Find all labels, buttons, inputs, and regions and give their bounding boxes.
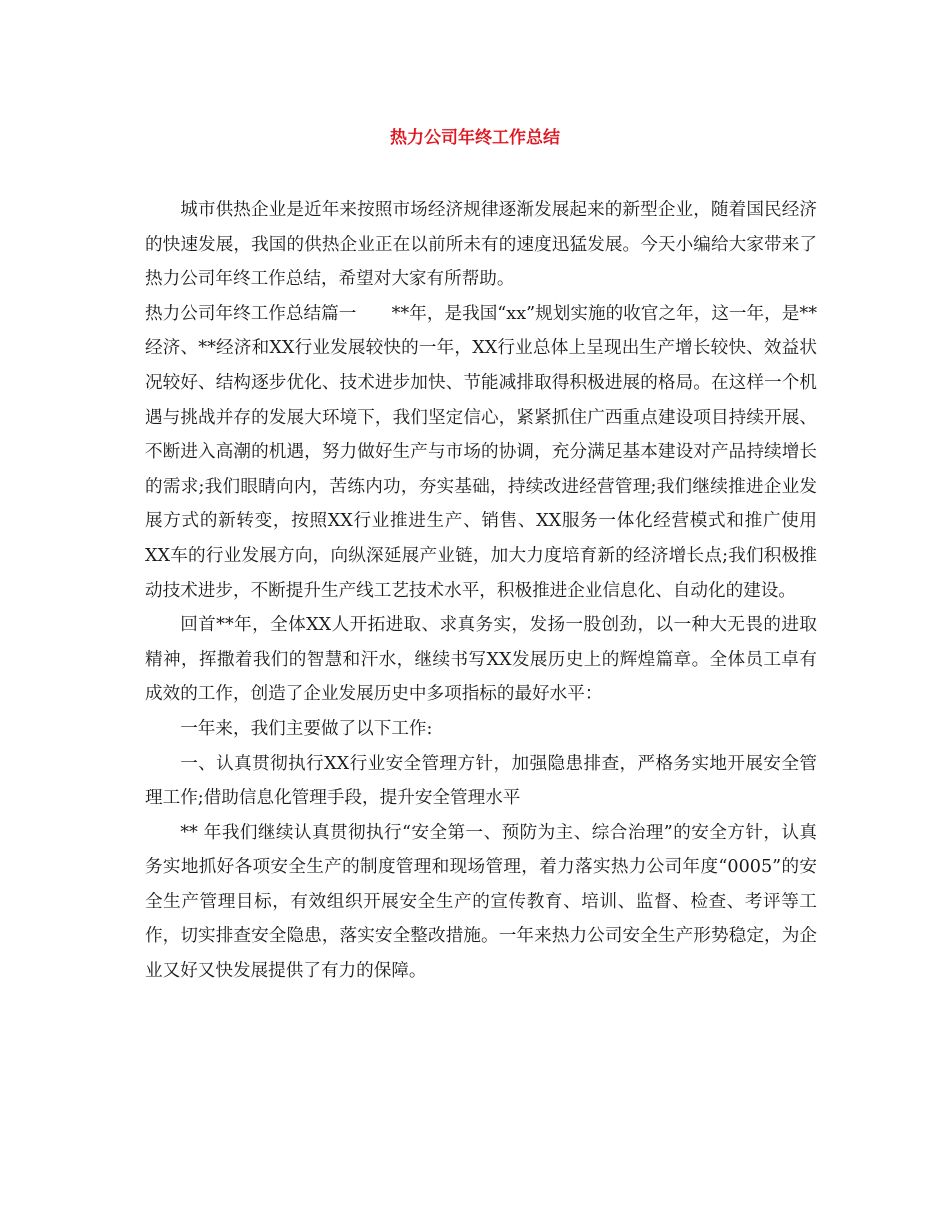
paragraph-review: 回首**年，全体XX人开拓进取、求真务实，发扬一股创劲，以一种大无畏的进取精神，挥撒着我们的智慧和汗水，继续书写XX发展历史上的辉煌篇章。全体员工卓有成效的工作，创造了企业发展历史中多项指标的最好水平： bbox=[145, 615, 817, 705]
paragraph-work-intro: 一年来，我们主要做了以下工作: bbox=[180, 718, 433, 739]
paragraph-section-one: 热力公司年终工作总结篇一 **年，是我国“xx”规划实施的收官之年，这一年，是**经济、**经济和XX行业发展较快的一年，XX行业总体上呈现出生产增长较快、效益状况较好、结构逐步优化、技术进步加快、节能减排取得积极进展的格局。在这样一个机遇与挑战并存的发展大环境下，我们坚定信心，紧紧抓住广西重点建设项目持续开展、不断进入高潮的机遇，努力做好生产与市场的协调，充分满足基本建设对产品持续增长的需求;我们眼睛向内，苦练内功，夯实基础，持续改进经营管理;我们继续推进企业发展方式的新转变，按照XX行业推进生产、销售、XX服务一体化经营模式和推广使用XX车的行业发展方向，向纵深延展产业链，加大力度培育新的经济增长点;我们积极推动技术进步，不断提升生产线工艺技术水平，积极推进企业信息化、自动化的建设。 bbox=[145, 303, 817, 601]
paragraph-safety-detail: ** 年我们继续认真贯彻执行“安全第一、预防为主、综合治理”的安全方针，认真务实地抓好各项安全生产的制度管理和现场管理，着力落实热力公司年度“0005”的安全生产管理目标，有效组织开展安全生产的宣传教育、培训、监督、检查、考评等工作，切实排查安全隐患，落实安全整改措施。一年来热力公司安全生产形势稳定，为企业又好又快发展提供了有力的保障。 bbox=[145, 822, 817, 982]
paragraph-heading-safety: 一、认真贯彻执行XX行业安全管理方针，加强隐患排查，严格务实地开展安全管理工作;借助信息化管理手段，提升安全管理水平 bbox=[145, 753, 817, 809]
document-title: 热力公司年终工作总结 bbox=[390, 128, 560, 148]
paragraph-intro: 城市供热企业是近年来按照市场经济规律逐渐发展起来的新型企业，随着国民经济的快速发展，我国的供热企业正在以前所未有的速度迅猛发展。今天小编给大家带来了热力公司年终工作总结，希望对大家有所帮助。 bbox=[145, 200, 817, 290]
document-body bbox=[145, 193, 817, 989]
